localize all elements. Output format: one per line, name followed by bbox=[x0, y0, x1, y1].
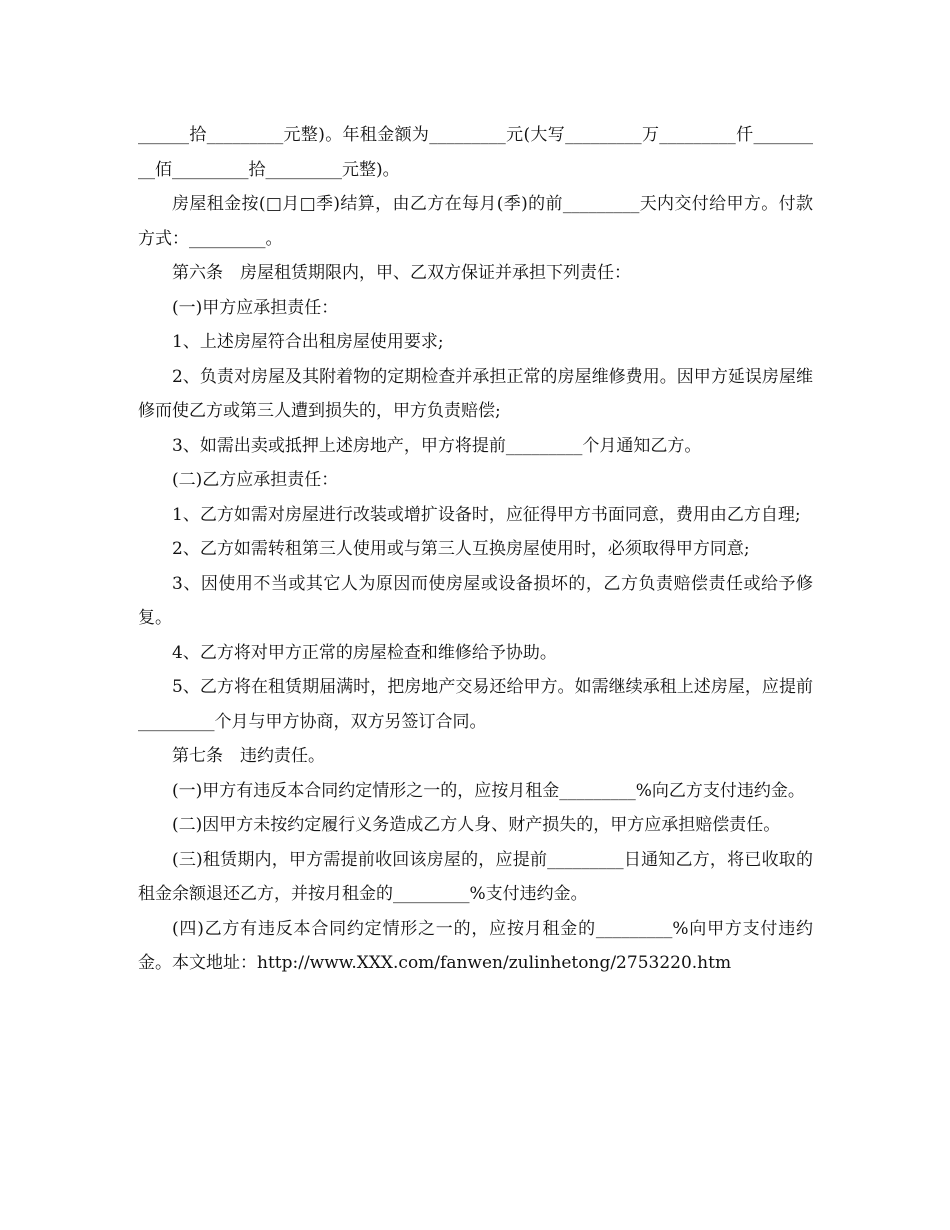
paragraph-rent-amount: ______拾_________元整)。年租金额为_________元(大写_________万_________仟_________佰_________拾_________元整)。 bbox=[138, 125, 813, 180]
liability-clause-1: (一)甲方有违反本合同约定情形之一的，应按月租金_________%向乙方支付违约金。 bbox=[172, 780, 805, 801]
party-b-clause-5: 5、乙方将在租赁期届满时，把房地产交易还给甲方。如需继续承租上述房屋，应提前_________个月与甲方协商，双方另签订合同。 bbox=[138, 677, 813, 732]
party-a-clause-2: 2、负责对房屋及其附着物的定期检查并承担正常的房屋维修费用。因甲方延误房屋维修而使乙方或第三人遭到损失的，甲方负责赔偿; bbox=[138, 366, 813, 421]
liability-clause-3: (三)租赁期内，甲方需提前收回该房屋的，应提前_________日通知乙方，将已收取的租金余额退还乙方，并按月租金的_________%支付违约金。 bbox=[138, 849, 813, 904]
section-party-b-heading: (二)乙方应承担责任： bbox=[172, 470, 339, 490]
liability-clause-2: (二)因甲方未按约定履行义务造成乙方人身、财产损失的，甲方应承担赔偿责任。 bbox=[172, 815, 781, 835]
paragraph-rent-settlement: 房屋租金按(□月□季)结算，由乙方在每月(季)的前_________天内交付给甲方。付款方式：_________。 bbox=[138, 194, 813, 249]
party-a-clause-3: 3、如需出卖或抵押上述房地产，甲方将提前_________个月通知乙方。 bbox=[172, 435, 702, 456]
party-b-clause-4: 4、乙方将对甲方正常的房屋检查和维修给予协助。 bbox=[172, 642, 557, 663]
party-b-clause-3: 3、因使用不当或其它人为原因而使房屋或设备损坏的，乙方负责赔偿责任或给予修复。 bbox=[138, 573, 813, 628]
document-body bbox=[138, 118, 813, 981]
section-party-a-heading: (一)甲方应承担责任： bbox=[172, 297, 339, 318]
party-a-clause-1: 1、上述房屋符合出租房屋使用要求; bbox=[172, 332, 444, 352]
article-seven-heading: 第七条 违约责任。 bbox=[172, 746, 325, 766]
liability-clause-4: (四)乙方有违反本合同约定情形之一的，应按月租金的_________%向甲方支付违约金。本文地址：http://www.XXX.com/fanwen/zulinhetong/2753220.htm bbox=[138, 918, 813, 973]
party-b-clause-2: 2、乙方如需转租第三人使用或与第三人互换房屋使用时，必须取得甲方同意; bbox=[172, 539, 750, 559]
article-six-heading: 第六条 房屋租赁期限内，甲、乙双方保证并承担下列责任： bbox=[172, 263, 631, 283]
party-b-clause-1: 1、乙方如需对房屋进行改装或增扩设备时，应征得甲方书面同意，费用由乙方自理; bbox=[172, 504, 801, 525]
